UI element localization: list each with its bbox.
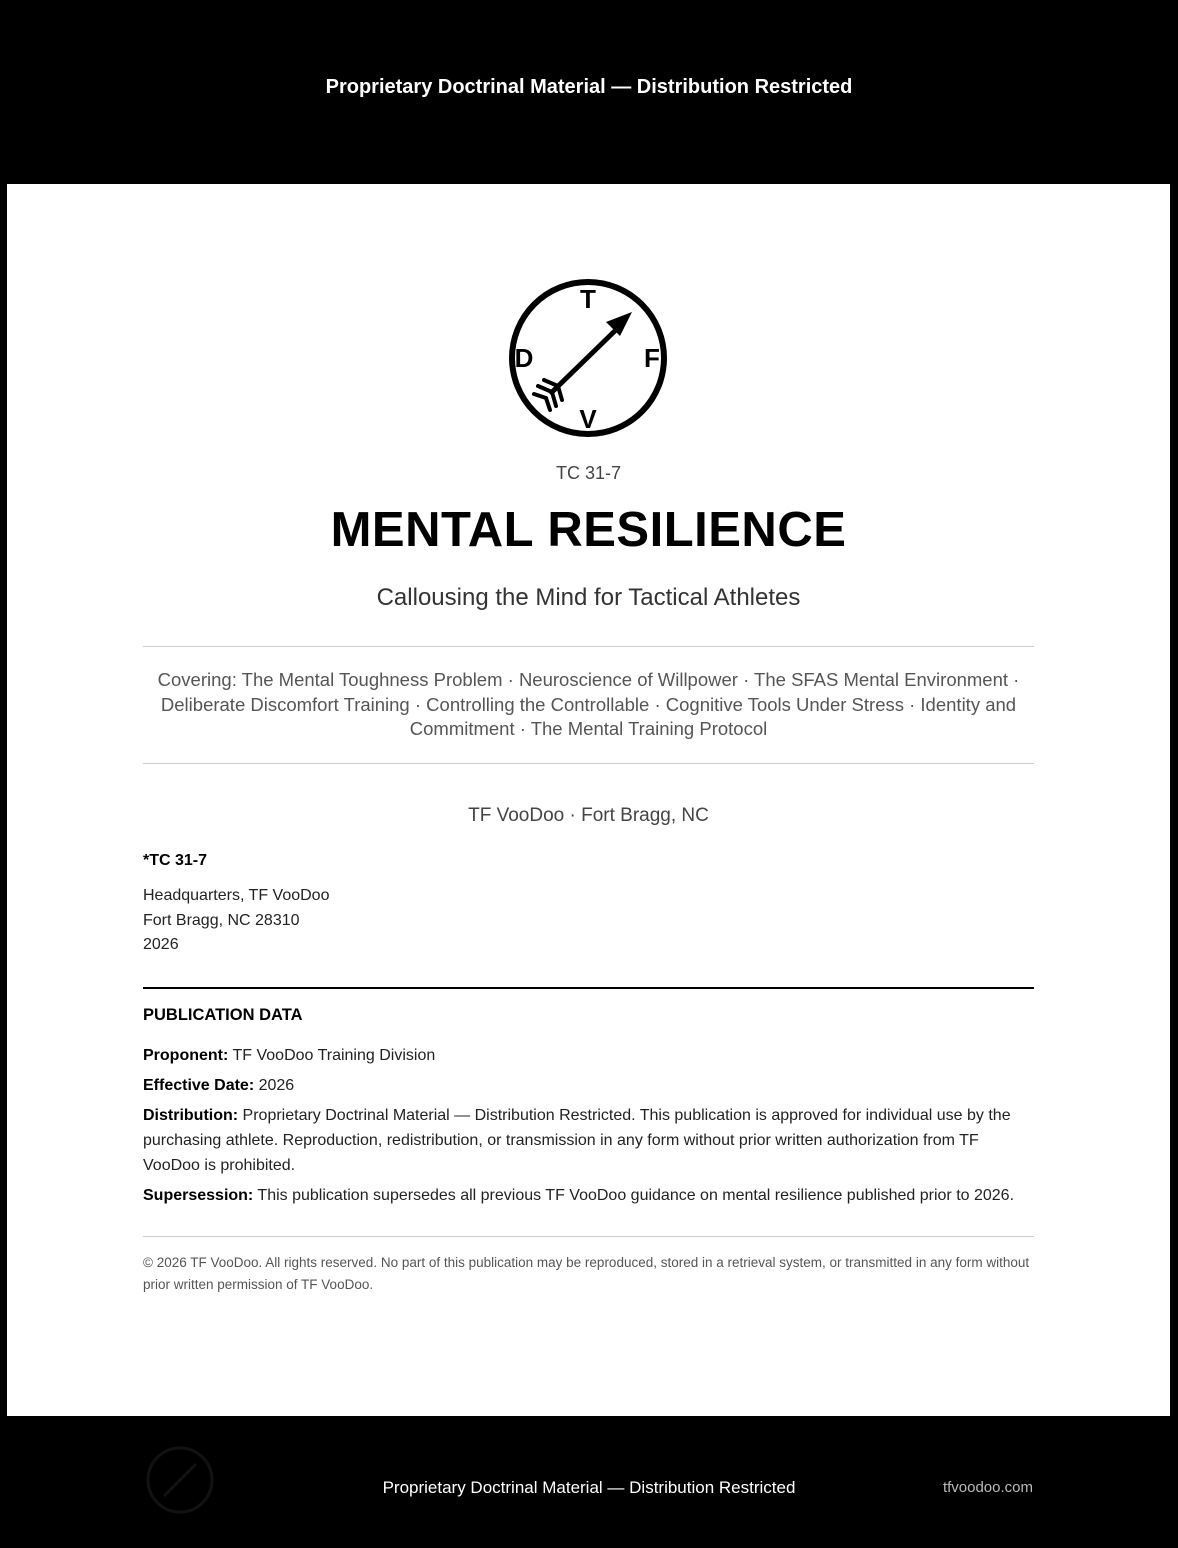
hq-line: Headquarters, TF VooDoo	[143, 887, 330, 904]
seal-letter-left: D	[514, 343, 534, 373]
covering-topics: Covering: The Mental Toughness Problem · Neuroscience of Willpower · The SFAS Mental Environment · Deliberate Discomfort Training · Controlling the Controllable · Cognitive Tools Under Stress · Identity and Commitment · The Mental Training Protocol	[157, 669, 1020, 739]
proponent-row	[143, 1043, 1034, 1068]
divider-dark	[143, 987, 1034, 989]
hq-doc-number: *TC 31-7	[143, 852, 208, 869]
doc-number: TC 31-7	[555, 463, 622, 483]
seal-letter-top: T	[580, 284, 596, 314]
proponent-value: TF VooDoo Training Division	[232, 1047, 436, 1064]
footer-bar	[0, 1416, 1178, 1548]
footer-text: Proprietary Doctrinal Material — Distribution Restricted	[382, 1478, 796, 1497]
effective-date-label: Effective Date:	[143, 1077, 255, 1094]
hq-line: 2026	[143, 936, 179, 953]
org-line: TF VooDoo · Fort Bragg, NC	[468, 805, 709, 826]
banner-text: Proprietary Doctrinal Material — Distribution Restricted	[325, 76, 853, 98]
distribution-value: Proprietary Doctrinal Material — Distribution Restricted. This publication is approved for individual use by the purchasing athlete. Reproduction, redistribution, or transmission in any form without prior written authorization from TF VooDoo is prohibited.	[143, 1107, 1011, 1174]
publication-heading: PUBLICATION DATA	[143, 1006, 303, 1024]
proponent-label: Proponent:	[143, 1047, 229, 1064]
divider	[143, 763, 1034, 764]
divider	[143, 646, 1034, 647]
headquarters-block	[143, 852, 329, 958]
effective-date-row	[143, 1073, 1034, 1098]
distribution-label: Distribution:	[143, 1107, 239, 1124]
footer-site-link[interactable]: tfvoodoo.com	[942, 1479, 1033, 1496]
supersession-row	[143, 1183, 1034, 1208]
divider	[143, 1236, 1034, 1237]
copyright-notice: © 2026 TF VooDoo. All rights reserved. No part of this publication may be reproduced, stored in a retrieval system, or transmitted in any form without prior written permission of TF VooDoo.	[143, 1255, 1030, 1292]
compass-arrow-seal-icon	[506, 276, 670, 440]
publication-data	[143, 1006, 1034, 1213]
supersession-value: This publication supersedes all previous TF VooDoo guidance on mental resilience published prior to 2026.	[257, 1187, 1015, 1204]
distribution-row	[143, 1103, 1034, 1178]
page-title: MENTAL RESILIENCE	[330, 503, 847, 557]
cover-page	[7, 184, 1170, 1416]
seal-letter-right: F	[644, 343, 660, 373]
page-subtitle: Callousing the Mind for Tactical Athletes	[376, 584, 801, 611]
effective-date-value: 2026	[258, 1077, 295, 1094]
seal-letter-bottom: V	[579, 404, 597, 434]
supersession-label: Supersession:	[143, 1187, 254, 1204]
top-banner	[0, 0, 1178, 184]
hq-line: Fort Bragg, NC 28310	[143, 911, 300, 929]
